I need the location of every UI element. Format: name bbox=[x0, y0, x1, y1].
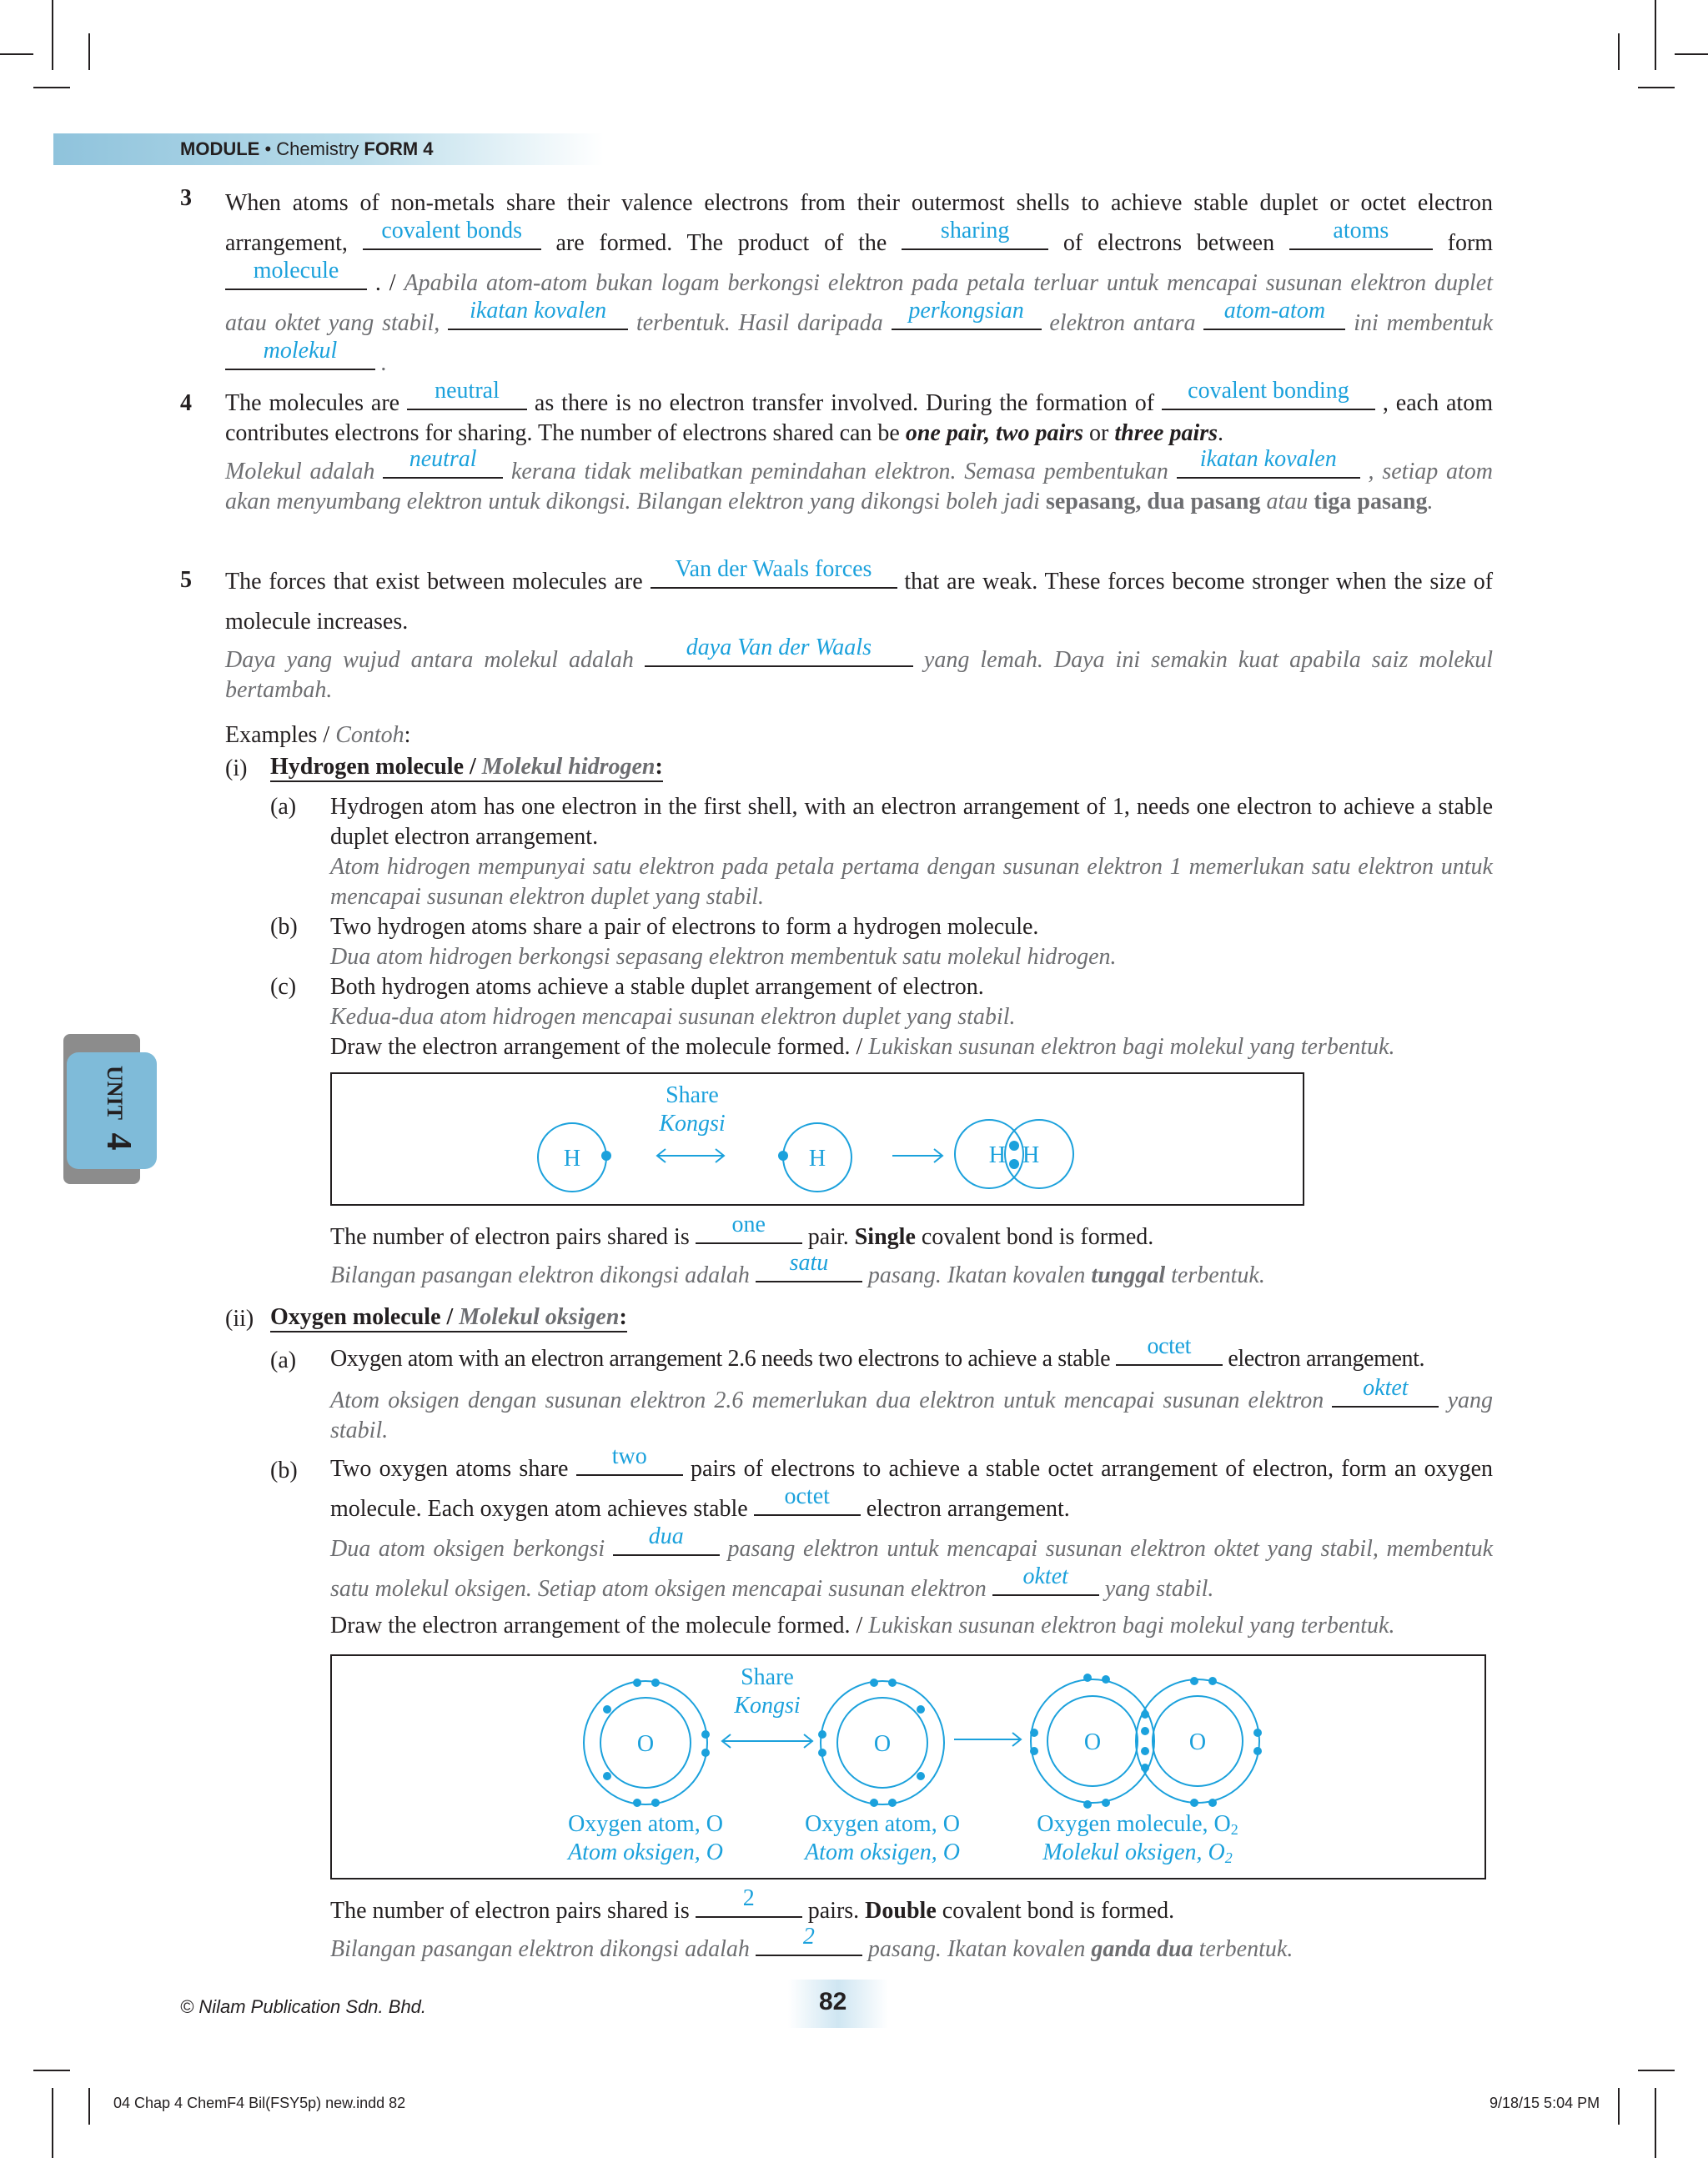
hydrogen-roman: (i) bbox=[225, 755, 248, 781]
crop-mark bbox=[33, 2070, 70, 2071]
q3-malay-text: . bbox=[381, 350, 387, 376]
q4-malay-bold: sepasang, dua pasang bbox=[1045, 489, 1261, 514]
crop-mark bbox=[1655, 2088, 1656, 2158]
electron bbox=[1253, 1747, 1262, 1755]
q5-malay-text: yang lemah. Daya ini semakin kuat apabila saiz molekul bertambah. bbox=[225, 647, 1494, 703]
pairs-text: terbentuk. bbox=[1171, 1262, 1265, 1288]
h-symbol: H bbox=[988, 1142, 1006, 1168]
shared-electron bbox=[1009, 1159, 1019, 1169]
answer-text: dua bbox=[648, 1523, 684, 1549]
question-number: 4 bbox=[180, 390, 192, 416]
hydrogen-draw-instruction bbox=[330, 1032, 1394, 1062]
q3-text: When atoms of non-metals share their valence electrons from their outermost shells to achieve stable duplet or octet electron arrangement, bbox=[225, 190, 1493, 256]
answer-blank[interactable] bbox=[756, 1924, 862, 1956]
hydrogen-title bbox=[270, 754, 663, 782]
crop-mark bbox=[52, 0, 53, 70]
q4-malay-bold: tiga pasang bbox=[1314, 489, 1428, 514]
h-symbol: H bbox=[808, 1146, 826, 1172]
crop-mark bbox=[0, 53, 33, 55]
q4-malay-text: Molekul adalah bbox=[225, 459, 375, 484]
question-4-malay bbox=[225, 446, 1494, 517]
pairs-bold: Single bbox=[854, 1224, 916, 1250]
oxygen-b-en bbox=[330, 1443, 1494, 1529]
oxygen-a-text: electron arrangement. bbox=[1228, 1346, 1425, 1372]
electron bbox=[818, 1730, 826, 1739]
answer-text: neutral bbox=[409, 446, 477, 472]
question-5-malay bbox=[225, 635, 1494, 705]
answer-blank[interactable] bbox=[696, 1212, 802, 1244]
electron bbox=[1102, 1799, 1110, 1807]
o-symbol: O bbox=[1083, 1729, 1102, 1755]
hydrogen-diagram-box bbox=[330, 1072, 1304, 1206]
examples-colon: : bbox=[404, 722, 411, 748]
pairs-text: terbentuk. bbox=[1198, 1936, 1294, 1962]
hydrogen-title-en: Hydrogen molecule / bbox=[270, 754, 476, 780]
q4-text: as there is no electron transfer involved. During the formation of bbox=[534, 390, 1155, 416]
pairs-text: covalent bond is formed. bbox=[942, 1898, 1175, 1924]
hydrogen-a-label: (a) bbox=[270, 794, 297, 820]
answer-text: 2 bbox=[802, 1924, 815, 1950]
hydrogen-c-en: Both hydrogen atoms achieve a stable duplet arrangement of electron. bbox=[330, 974, 984, 1000]
oxygen-draw-instruction bbox=[330, 1611, 1394, 1641]
o-symbol: O bbox=[636, 1731, 655, 1757]
pairs-text: covalent bond is formed. bbox=[921, 1224, 1154, 1250]
hydrogen-c-label: (c) bbox=[270, 974, 297, 1000]
crop-mark bbox=[1638, 2070, 1675, 2071]
answer-blank[interactable] bbox=[1177, 446, 1360, 479]
hydrogen-b-label: (b) bbox=[270, 914, 298, 940]
answer-blank[interactable] bbox=[1203, 298, 1345, 330]
electron bbox=[870, 1679, 878, 1687]
oxygen-a-my-text: yang stabil. bbox=[330, 1388, 1493, 1443]
shared-electron bbox=[1141, 1710, 1149, 1719]
atom-caption: Oxygen atom, O bbox=[568, 1811, 723, 1837]
draw-en: Draw the electron arrangement of the molecule formed. / bbox=[330, 1613, 863, 1639]
q4-text: , each atom contributes electrons for sharing. The number of electrons shared can be bbox=[225, 390, 1493, 446]
header-subject: Chemistry bbox=[276, 138, 359, 159]
electron bbox=[1208, 1799, 1217, 1807]
answer-blank[interactable] bbox=[651, 556, 897, 589]
electron bbox=[701, 1730, 710, 1739]
electron bbox=[1030, 1729, 1038, 1737]
q4-bold-text: three pairs bbox=[1114, 420, 1218, 446]
electron bbox=[1102, 1675, 1110, 1684]
answer-blank[interactable] bbox=[225, 258, 367, 290]
hydrogen-diagram bbox=[332, 1074, 1303, 1204]
h-symbol: H bbox=[1022, 1142, 1040, 1168]
electron bbox=[1208, 1677, 1217, 1685]
answer-text: covalent bonding bbox=[1188, 378, 1349, 404]
answer-blank[interactable] bbox=[448, 298, 628, 330]
electron bbox=[701, 1749, 710, 1757]
share-label: Share bbox=[741, 1664, 794, 1690]
electron bbox=[778, 1151, 788, 1161]
oxygen-a-text: Oxygen atom with an electron arrangement 2.6 needs two electrons to achieve a stable bbox=[330, 1346, 1111, 1372]
oxygen-b-my-text: Dua atom oksigen berkongsi bbox=[330, 1536, 605, 1562]
crop-mark bbox=[33, 87, 70, 88]
answer-blank[interactable] bbox=[645, 635, 913, 667]
oxygen-a-en bbox=[330, 1333, 1493, 1379]
electron bbox=[633, 1799, 641, 1807]
answer-text: molekul bbox=[263, 338, 338, 364]
pairs-text: pair. bbox=[807, 1224, 849, 1250]
answer-text: oktet bbox=[1022, 1563, 1068, 1589]
q3-malay-text: terbentuk. Hasil daripada bbox=[635, 310, 883, 336]
q4-malay-text: atau bbox=[1266, 489, 1309, 514]
page-number: 82 bbox=[819, 1988, 847, 2015]
hydrogen-a-en: Hydrogen atom has one electron in the first shell, with an electron arrangement of 1, needs one electron to achieve a stable duplet electron arrangement. bbox=[330, 794, 1493, 850]
oxygen-colon: : bbox=[619, 1304, 627, 1330]
q3-malay-text: Apabila atom-atom bukan logam berkongsi elektron pada petala terluar untuk mencapai susunan elektron duplet atau oktet yang stabil, bbox=[225, 270, 1494, 336]
oxygen-b-my-text: pasang elektron untuk mencapai susunan elektron oktet yang stabil, membentuk satu molekul oksigen. Setiap atom oksigen mencapai susunan elektron bbox=[330, 1536, 1494, 1602]
q4-bold-text: one pair, two pairs bbox=[905, 420, 1084, 446]
answer-blank[interactable] bbox=[892, 298, 1042, 330]
pairs-bold: Double bbox=[865, 1898, 937, 1924]
q5-text: that are weak. These forces become stronger when the size of molecule increases. bbox=[225, 569, 1494, 635]
hydrogen-colon: : bbox=[655, 754, 663, 780]
hydrogen-a-my: Atom hidrogen mempunyai satu elektron pada petala pertama dengan susunan elektron 1 memerlukan satu elektron untuk mencapai susunan elektron duplet yang stabil. bbox=[330, 854, 1493, 910]
slug-file: 04 Chap 4 ChemF4 Bil(FSY5p) new.indd 82 bbox=[113, 2095, 406, 2111]
molecule-caption-my bbox=[1042, 1839, 1233, 1866]
electron bbox=[601, 1151, 611, 1161]
shared-electron bbox=[1009, 1141, 1019, 1151]
subscript: 2 bbox=[1224, 1849, 1233, 1866]
electron bbox=[651, 1679, 660, 1687]
answer-text: Van der Waals forces bbox=[675, 556, 872, 582]
electron bbox=[818, 1749, 826, 1757]
oxygen-a-my-text: Atom oksigen dengan susunan elektron 2.6 memerlukan dua elektron untuk mencapai susunan elektron bbox=[330, 1388, 1324, 1413]
o-symbol: O bbox=[1188, 1729, 1207, 1755]
hydrogen-pairs-my bbox=[330, 1250, 1265, 1291]
q4-text: or bbox=[1089, 420, 1109, 446]
oxygen-title bbox=[270, 1304, 627, 1332]
electron bbox=[651, 1799, 660, 1807]
share-label-my: Kongsi bbox=[734, 1693, 801, 1719]
o-symbol: O bbox=[873, 1731, 892, 1757]
answer-text: one bbox=[731, 1212, 766, 1237]
oxygen-title-my: Molekul oksigen bbox=[459, 1304, 620, 1330]
q3-text: form bbox=[1447, 230, 1494, 256]
mol-cap-en: Oxygen molecule, O bbox=[1037, 1811, 1231, 1837]
oxygen-pairs-en bbox=[330, 1885, 1175, 1926]
crop-mark bbox=[1618, 2088, 1620, 2125]
electron bbox=[1190, 1799, 1198, 1807]
atom-caption: Oxygen atom, O bbox=[805, 1811, 960, 1837]
answer-text: neutral bbox=[435, 378, 500, 404]
question-number: 3 bbox=[180, 185, 192, 211]
answer-blank[interactable] bbox=[754, 1483, 861, 1516]
electron bbox=[633, 1679, 641, 1687]
answer-blank[interactable] bbox=[756, 1250, 862, 1282]
answer-text: satu bbox=[789, 1250, 829, 1276]
answer-blank[interactable] bbox=[992, 1563, 1099, 1596]
pairs-text: Bilangan pasangan elektron dikongsi adalah bbox=[330, 1936, 750, 1962]
pairs-text: pasang. Ikatan kovalen bbox=[867, 1262, 1086, 1288]
mol-cap-my: Molekul oksigen, O bbox=[1042, 1839, 1225, 1865]
question-number: 5 bbox=[180, 567, 192, 593]
crop-mark bbox=[88, 2088, 90, 2125]
h-symbol: H bbox=[563, 1146, 581, 1172]
crop-mark bbox=[1655, 0, 1656, 70]
share-label: Share bbox=[666, 1082, 719, 1108]
hydrogen-c-my: Kedua-dua atom hidrogen mencapai susunan elektron duplet yang stabil. bbox=[330, 1004, 1016, 1030]
answer-blank[interactable] bbox=[363, 218, 541, 250]
answer-blank[interactable] bbox=[1162, 378, 1375, 410]
question-3 bbox=[225, 183, 1493, 384]
pairs-text: The number of electron pairs shared is bbox=[330, 1224, 690, 1250]
hydrogen-pairs-en bbox=[330, 1212, 1154, 1252]
electron bbox=[1083, 1674, 1092, 1682]
electron bbox=[917, 1772, 925, 1780]
q5-text: The forces that exist between molecules are bbox=[225, 569, 643, 595]
oxygen-pairs-my bbox=[330, 1924, 1294, 1965]
atom-caption-my: Atom oksigen, O bbox=[568, 1839, 723, 1865]
oxygen-b-label: (b) bbox=[270, 1458, 298, 1483]
electron bbox=[1083, 1800, 1092, 1809]
draw-my: Lukiskan susunan elektron bagi molekul yang terbentuk. bbox=[868, 1034, 1395, 1060]
q4-malay-text: kerana tidak melibatkan pemindahan elektron. Semasa pembentukan bbox=[510, 459, 1168, 484]
molecule-caption bbox=[1037, 1811, 1238, 1838]
pairs-bold: ganda dua bbox=[1091, 1936, 1193, 1962]
question-5 bbox=[225, 556, 1494, 642]
q3-text: are formed. The product of the bbox=[555, 230, 887, 256]
header-form: FORM 4 bbox=[364, 138, 434, 159]
oxygen-diagram bbox=[332, 1656, 1484, 1878]
electron bbox=[917, 1705, 925, 1714]
oxygen-a-label: (a) bbox=[270, 1347, 297, 1373]
oxygen-a-my bbox=[330, 1375, 1493, 1446]
answer-blank[interactable] bbox=[576, 1443, 683, 1476]
answer-blank[interactable] bbox=[696, 1885, 802, 1918]
electron bbox=[1030, 1747, 1038, 1755]
electron bbox=[1253, 1729, 1262, 1737]
oxygen-b-my bbox=[330, 1523, 1494, 1609]
hydrogen-b-en: Two hydrogen atoms share a pair of electrons to form a hydrogen molecule. bbox=[330, 914, 1039, 940]
answer-text: ikatan kovalen bbox=[1199, 446, 1337, 472]
answer-blank[interactable] bbox=[902, 218, 1048, 250]
pairs-text: The number of electron pairs shared is bbox=[330, 1898, 690, 1924]
q4-text: The molecules are bbox=[225, 390, 400, 416]
answer-blank[interactable] bbox=[225, 338, 375, 370]
answer-text: molecule bbox=[253, 258, 339, 284]
electron bbox=[603, 1705, 611, 1714]
share-label-my: Kongsi bbox=[659, 1111, 726, 1137]
header-module: MODULE bbox=[180, 138, 260, 159]
q4-malay-text: , setiap atom akan menyumbang elektron untuk dikongsi. Bilangan elektron yang dikongsi boleh jadi bbox=[225, 459, 1494, 514]
question-4 bbox=[225, 378, 1493, 449]
draw-en: Draw the electron arrangement of the molecule formed. / bbox=[330, 1034, 863, 1060]
electron bbox=[603, 1772, 611, 1780]
oxygen-b-text: Two oxygen atoms share bbox=[330, 1456, 569, 1482]
header-dot: • bbox=[264, 138, 272, 159]
answer-blank[interactable] bbox=[613, 1523, 720, 1556]
q4-malay-text: . bbox=[1427, 489, 1434, 514]
answer-text: ikatan kovalen bbox=[470, 298, 607, 324]
hydrogen-title-my: Molekul hidrogen bbox=[481, 754, 656, 780]
oxygen-diagram-box bbox=[330, 1654, 1486, 1879]
oxygen-b-text: electron arrangement. bbox=[866, 1496, 1070, 1522]
unit-number: 4 bbox=[99, 1132, 138, 1151]
q3-malay-text: ini membentuk bbox=[1354, 310, 1494, 336]
publisher-credit: © Nilam Publication Sdn. Bhd. bbox=[180, 1996, 427, 2017]
crop-mark bbox=[88, 33, 90, 70]
answer-text: covalent bonds bbox=[381, 218, 523, 243]
unit-word: UNIT bbox=[103, 1066, 127, 1121]
draw-my: Lukiskan susunan elektron bagi molekul yang terbentuk. bbox=[868, 1613, 1395, 1639]
electron bbox=[888, 1799, 897, 1807]
answer-text: 2 bbox=[742, 1885, 755, 1911]
oxygen-b-text: pairs of electrons to achieve a stable octet arrangement of electron, form an oxygen molecule. Each oxygen atom achieves stable bbox=[330, 1456, 1494, 1522]
pairs-text: pasang. Ikatan kovalen bbox=[867, 1936, 1086, 1962]
q3-malay-text: elektron antara bbox=[1049, 310, 1196, 336]
answer-text: octet bbox=[784, 1483, 830, 1509]
q3-text: of electrons between bbox=[1062, 230, 1275, 256]
answer-blank[interactable] bbox=[383, 446, 503, 479]
oxygen-b-my-text: yang stabil. bbox=[1104, 1576, 1214, 1602]
answer-text: daya Van der Waals bbox=[686, 635, 872, 660]
examples-label bbox=[225, 720, 410, 750]
subscript: 2 bbox=[1230, 1821, 1238, 1838]
pairs-text: Bilangan pasangan elektron dikongsi adalah bbox=[330, 1262, 750, 1288]
crop-mark bbox=[1675, 53, 1708, 55]
answer-blank[interactable] bbox=[1116, 1333, 1223, 1366]
oxygen-title-en: Oxygen molecule / bbox=[270, 1304, 454, 1330]
slug-date: 9/18/15 5:04 PM bbox=[1489, 2095, 1600, 2111]
hydrogen-b-my: Dua atom hidrogen berkongsi sepasang elektron membentuk satu molekul hidrogen. bbox=[330, 944, 1117, 970]
examples-my: Contoh bbox=[335, 722, 404, 748]
q3-text: . / bbox=[374, 270, 396, 296]
shared-electron bbox=[1141, 1747, 1149, 1755]
answer-blank[interactable] bbox=[1332, 1375, 1439, 1408]
pairs-text: pairs. bbox=[807, 1898, 860, 1924]
electron bbox=[888, 1679, 897, 1687]
answer-text: atom-atom bbox=[1223, 298, 1326, 324]
shared-electron bbox=[1141, 1764, 1149, 1772]
answer-text: oktet bbox=[1363, 1375, 1409, 1401]
pairs-bold: tunggal bbox=[1091, 1262, 1166, 1288]
crop-mark bbox=[1618, 33, 1620, 70]
examples-en: Examples / bbox=[225, 722, 330, 748]
oxygen-roman: (ii) bbox=[225, 1306, 254, 1332]
unit-tab-label bbox=[47, 1066, 138, 1151]
answer-text: two bbox=[611, 1443, 647, 1469]
crop-mark bbox=[52, 2088, 53, 2158]
answer-blank[interactable] bbox=[407, 378, 527, 410]
shared-electron bbox=[1141, 1727, 1149, 1735]
q4-text: . bbox=[1218, 420, 1224, 446]
running-header bbox=[180, 136, 434, 163]
q5-malay-text: Daya yang wujud antara molekul adalah bbox=[225, 647, 634, 673]
atom-caption-my: Atom oksigen, O bbox=[805, 1839, 960, 1865]
answer-text: atoms bbox=[1333, 218, 1389, 243]
electron bbox=[870, 1799, 878, 1807]
answer-text: sharing bbox=[940, 218, 1010, 243]
answer-text: perkongsian bbox=[908, 298, 1024, 324]
electron bbox=[1190, 1677, 1198, 1685]
answer-blank[interactable] bbox=[1289, 218, 1433, 250]
crop-mark bbox=[1638, 87, 1675, 88]
answer-text: octet bbox=[1147, 1333, 1191, 1359]
